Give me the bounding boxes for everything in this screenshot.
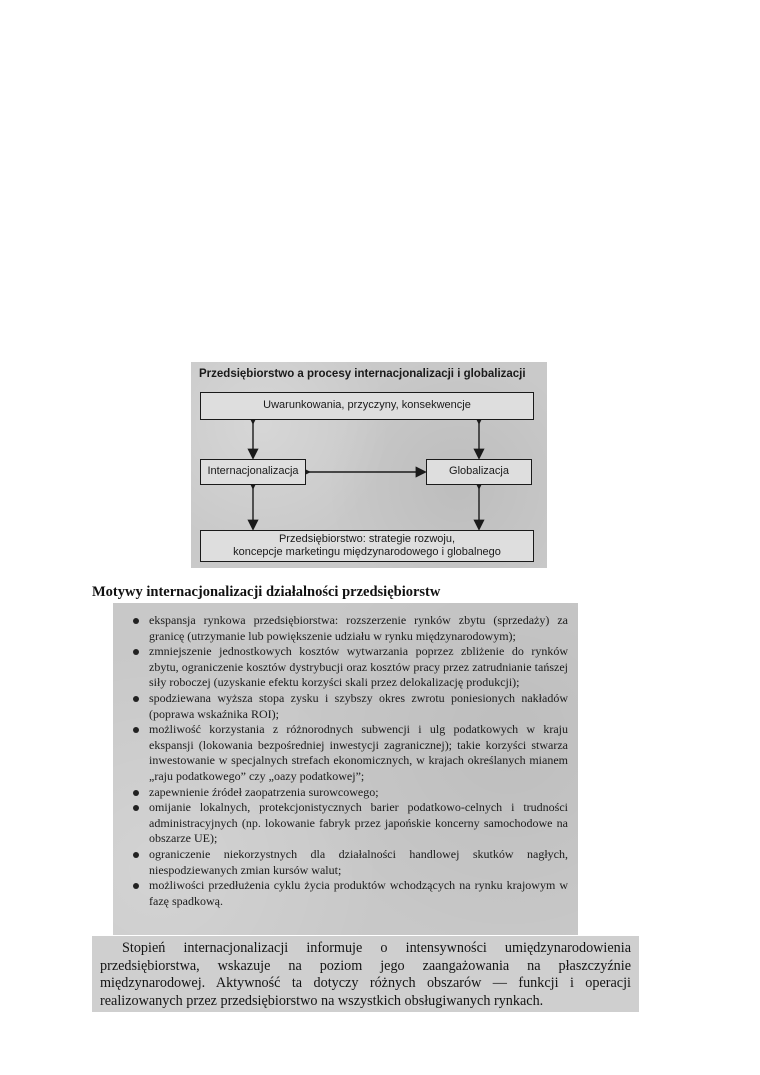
list-item [133,800,568,847]
list-item-text: zmniejszenie jednostkowych kosztów wytwarzania poprzez zbliżenie do rynków zbytu, ograniczenie kosztów dystrybucji oraz kosztów pracy przez zatrudnianie tańszej siły roboczej (uzyskanie efektu korzyści skali przez delokalizację produkcji); [149,644,568,690]
motives-list [113,603,578,909]
paragraph-text: Stopień internacjonalizacji informuje o intensywności umiędzynarodowienia przedsiębiorstwa, wskazuje na poziom jego zaangażowania na płaszczyźnie międzynarodowej. Aktywność ta dotyczy różnych obszarów — funkcji i operacji realizowanych przez przedsiębiorstwo na wszystkich obsługiwanych rynkach. [100,940,631,1009]
list-item [133,722,568,784]
box-internationalization: Internacjonalizacja [200,459,306,485]
box-enterprise-line2: koncepcje marketingu międzynarodowego i globalnego [233,546,501,558]
paragraph-scan [92,936,639,1012]
list-item-text: ograniczenie niekorzystnych dla działalności handlowej skutków nagłych, niespodziewanych zmian kursów walut; [149,846,568,877]
motives-list-scan [113,603,578,935]
bullet-icon [133,883,139,889]
diagram-title: Przedsiębiorstwo a procesy internacjonalizacji i globalizacji [199,368,526,380]
box-enterprise-line1: Przedsiębiorstwo: strategie rozwoju, [278,532,456,545]
bullet-icon [133,727,139,733]
box-globalization: Globalizacja [426,459,532,485]
list-item-text: omijanie lokalnych, protekcjonistycznych barier podatkowo-celnych i trudności administracyjnych (np. lokowanie fabryk przez japońskie koncerny samochodowe na obszarze UE); [149,800,568,846]
list-item [133,613,568,644]
list-item [133,644,568,691]
bullet-icon [133,852,139,858]
bullet-icon [133,618,139,624]
section-heading: Motywy internacjonalizacji działalności przedsiębiorstw [92,584,441,600]
list-item-text: zapewnienie źródeł zaopatrzenia surowcowego; [149,784,379,799]
box-enterprise [200,530,534,562]
list-item [133,878,568,909]
list-item-text: spodziewana wyższa stopa zysku i szybszy okres zwrotu poniesionych nakładów (poprawa wskaźnika ROI); [149,690,568,721]
bullet-icon [133,696,139,702]
bullet-icon [133,790,139,796]
bullet-icon [133,805,139,811]
diagram-scan [191,362,547,568]
list-item-text: ekspansja rynkowa przedsiębiorstwa: rozszerzenie rynków zbytu (sprzedaży) za granicę (utrzymanie lub powiększenie udziału w rynku międzynarodowym); [149,613,568,643]
list-item [133,691,568,722]
box-conditions: Uwarunkowania, przyczyny, konsekwencje [200,392,534,420]
list-item [133,847,568,878]
list-item-text: możliwość korzystania z różnorodnych subwencji i ulg podatkowych w kraju ekspansji (lokowania bezpośredniej inwestycji zagranicznej); takie korzyści stwarza inwestowanie w specjalnych strefach ekonomicznych, w krajach określanych mianem „raju podatkowego” czy „oazy podatkowej”; [149,722,568,783]
list-item-text: możliwości przedłużenia cyklu życia produktów wchodzących na rynku krajowym w fazę spadkową. [149,878,568,908]
list-item [133,785,568,801]
bullet-icon [133,649,139,655]
